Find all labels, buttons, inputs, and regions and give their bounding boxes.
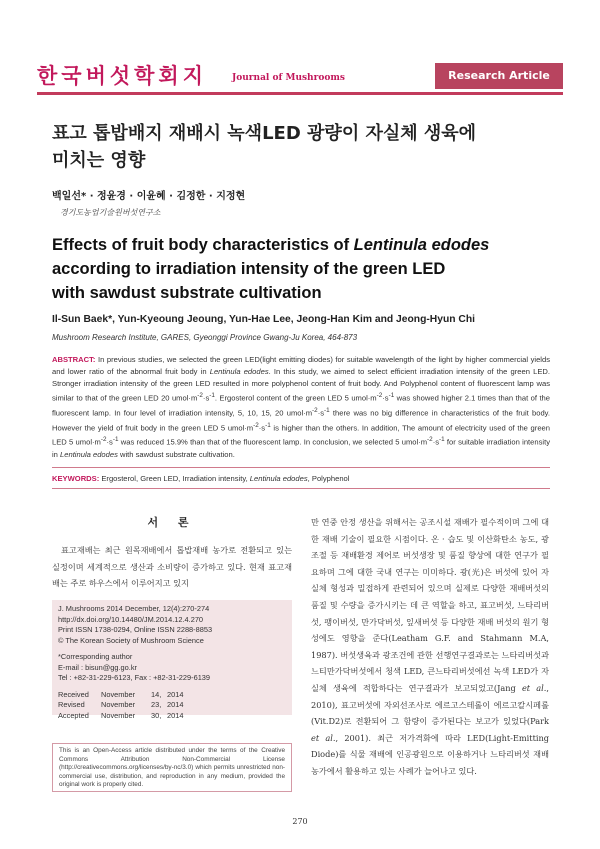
abstract-superscript: -2: [197, 392, 203, 400]
affiliation-english: Mushroom Research Institute, GARES, Gyeonggi Province Gwang-Ju Korea, 464-873: [52, 333, 358, 342]
keywords-text: Ergosterol, Green LED, Irradiation intensity,: [99, 474, 250, 483]
section-heading-introduction: 서 론: [147, 516, 197, 529]
title-en-species: Lentinula edodes: [353, 236, 490, 254]
journal-title-english: Journal of Mushrooms: [232, 73, 345, 83]
abstract-text: was showed higher 2.1 times than that of the fluorescent lamp. In four level of irradiation intensity, 5, 10, 15, 20 umol·m: [52, 393, 550, 418]
abstract-text: was reduced 15.9% than that of the fluorescent lamp. In conclusion, we selected 5 umol·m: [118, 437, 428, 447]
abstract-superscript: -2: [427, 436, 433, 444]
title-en-line3: with sawdust substrate cultivation: [52, 284, 322, 302]
abstract-text: for suitable irradiation intensity in: [52, 437, 551, 459]
article-info-box: [52, 600, 292, 720]
abstract-species: Lentinula edodes: [60, 449, 118, 459]
abstract-species: Lentinula edodes: [209, 367, 269, 377]
abstract-divider: [52, 467, 550, 468]
abstract-text: ·s: [202, 393, 210, 403]
abstract-text: with sawdust substrate cultivation.: [117, 449, 235, 459]
paper-title-korean-line-2: 미치는 영향: [52, 150, 146, 171]
abstract-text: . Ergosterol content of the green LED 5 umol·m: [214, 393, 377, 403]
abstract-superscript: -1: [388, 392, 395, 400]
date-label: Revised: [58, 700, 85, 709]
title-en-line1-a: Effects of fruit body characteristics of: [52, 236, 354, 254]
abstract-text: ·s: [382, 393, 389, 403]
keywords-species: Lentinula edodes: [249, 474, 308, 483]
abstract-text: there was no big difference in characteristics of the fruit body. However the yield of fruit body in the green LED 5 umol·m: [52, 408, 551, 433]
journal-title-korean: 한국버섯학회지: [37, 64, 208, 88]
header-divider: [37, 92, 563, 95]
keywords-divider: [52, 488, 550, 489]
introduction-paragraph: 표고재배는 최근 원목재배에서 톱밥재배 농가로 전환되고 있는 실정이며 세계적으로 생산과 소비량이 증가하고 있다. 현재 표고재배는 주로 하우스에서 이루어지고 있지: [52, 545, 292, 589]
date-month: November: [101, 710, 136, 720]
page-number: 270: [292, 817, 308, 826]
issn: Print ISSN 1738-0294, Online ISSN 2288-8853: [58, 625, 213, 634]
abstract-superscript: -2: [100, 436, 107, 444]
date-month: November: [101, 700, 136, 709]
keywords-text: , Polyphenol: [307, 474, 350, 483]
abstract-text: is higher than the others. In addition, The amount of electricity used of the green LED 5 umol·m: [52, 423, 550, 447]
abstract-superscript: -1: [209, 392, 215, 400]
abstract-text: . In this study, we aimed to select efficient irradiation intensity of the green LED. Stronger irradiation intensity of the green LED resulted in more polyphenol content of fruit body. And Polyphenol content of fluorescent lamp was similar to that of the green LED 20 umol·m: [52, 367, 550, 403]
paper-title-korean-line-1: 표고 톱밥배지 재배시 녹색LED 광량이 자실체 생육에: [52, 123, 477, 144]
title-en-line2: according to irradiation intensity of the green LED: [52, 260, 446, 278]
abstract: [52, 354, 550, 461]
body-text: ., 2010), 표고버섯에 자외선조사로 에르고스테롤이 에르고칼시페롤(Vit.D2)로 전환되어 그 함량이 증가된다는 보고가 있었다(Park: [311, 682, 549, 727]
abstract-superscript: -1: [439, 436, 445, 444]
introduction-left-column: [52, 542, 292, 592]
abstract-text: ·s: [258, 423, 266, 433]
open-access-license-box: This is an Open-Access article distributed under the terms of the Creative Commons Attribution Non-Commercial License (http://creativecommons.org/licenses/by-nc/3.0) which permits unrestricted non-commercial use, distribution, and reproduction in any medium, provided the original work is properly cited.: [52, 743, 292, 792]
journal-header: [37, 62, 563, 92]
date-revised: [58, 700, 286, 711]
date-day: 23,: [151, 700, 162, 709]
abstract-superscript: -2: [312, 406, 318, 414]
date-year: 2014: [167, 689, 184, 699]
citation-et-al: et al: [311, 732, 333, 743]
citation-et-al: et al: [521, 682, 544, 693]
abstract-superscript: -1: [112, 436, 119, 444]
article-type-badge: Research Article: [435, 63, 563, 89]
date-year: 2014: [167, 710, 184, 720]
paper-title-korean: [52, 120, 532, 174]
doi-link[interactable]: http://dx.doi.org/10.14480/JM.2014.12.4.270: [58, 614, 204, 624]
abstract-superscript: -1: [324, 406, 330, 414]
introduction-right-column: [311, 514, 549, 780]
email-link[interactable]: E-mail : bisun@gg.go.kr: [58, 662, 137, 672]
date-accepted: [58, 711, 286, 722]
authors-english: Il-Sun Baek*, Yun-Kyeoung Jeoung, Yun-Hae Lee, Jeong-Han Kim and Jeong-Hyun Chi: [52, 314, 475, 325]
date-month: November: [101, 689, 136, 699]
date-day: 30,: [151, 710, 162, 720]
affiliation-korean: 경기도농업기술원버섯연구소: [60, 208, 161, 217]
date-day: 14,: [151, 689, 162, 699]
abstract-text: ·s: [317, 408, 325, 418]
citation: J. Mushrooms 2014 December, 12(4):270-274: [58, 604, 210, 613]
abstract-label: ABSTRACT:: [52, 355, 96, 364]
corresponding-author-label: *Corresponding author: [58, 652, 133, 661]
body-text: 만 연중 안정 생산을 위해서는 공조시설 재배가 필수적이며 그에 대한 재배 기술이 필요한 시점이다. 온 · 습도 및 이산화탄소 농도, 광조절 등 재배환경 제어로 버섯생장 및 품질 향상에 대한 연구가 필요하며 그에 대한 국내 연구는 미미하다. 광(光)은 버섯에 있어 자실체 형성과 밀접하게 관련되어 있으며 실제로 다양한 재배버섯의 품질 및 수량을 증가시키는 데 큰 역할을 하고, 표고버섯, 느타리버섯, 팽이버섯, 만가닥버섯, 잎새버섯 등 다양한 재배 버섯의 원기 형성에도 영향을 준다(Leatham G.F. and Stahmann M.A, 1987). 버섯생육과 광조건에 관한 선행연구결과로는 느타리버섯과 느티만가닥버섯에서 청색 LED, 큰느타리버섯에선 녹색 LED가 자실체 생육에 적합하다는 연구결과가 보고되었고(Jang: [311, 517, 549, 693]
date-label: Accepted: [58, 710, 89, 720]
paper-title-english: [52, 233, 522, 305]
abstract-text: In previous studies, we selected the green LED(light emitting diodes) for suitable wavelength of the light by higher commercial yields and lower ratio of the abnormal fruit body in: [52, 355, 550, 377]
authors-korean: 백일선* · 정윤경 · 이윤혜 · 김정한 · 지정현: [52, 191, 246, 202]
abstract-superscript: -1: [265, 421, 271, 429]
keywords: [52, 474, 550, 483]
body-text: ., 2001). 최근 저가격화에 따라 LED(Light-Emitting Diode)를 식물 재배에 인공광원으로 이용하거나 느타리버섯 재배농가에서 활용하고 있는 사례가 늘어나고 있다.: [311, 732, 549, 776]
abstract-text: ·s: [106, 437, 113, 447]
date-year: 2014: [167, 700, 184, 709]
date-label: Received: [58, 689, 89, 699]
date-received: [58, 690, 286, 701]
keywords-label: KEYWORDS:: [52, 474, 100, 483]
copyright: © The Korean Society of Mushroom Science: [58, 635, 204, 645]
abstract-superscript: -2: [253, 421, 259, 429]
abstract-superscript: -2: [376, 392, 383, 400]
abstract-text: ·s: [432, 437, 440, 447]
contact-phone: Tel : +82-31-229-6123, Fax : +82-31-229-6139: [58, 673, 211, 682]
